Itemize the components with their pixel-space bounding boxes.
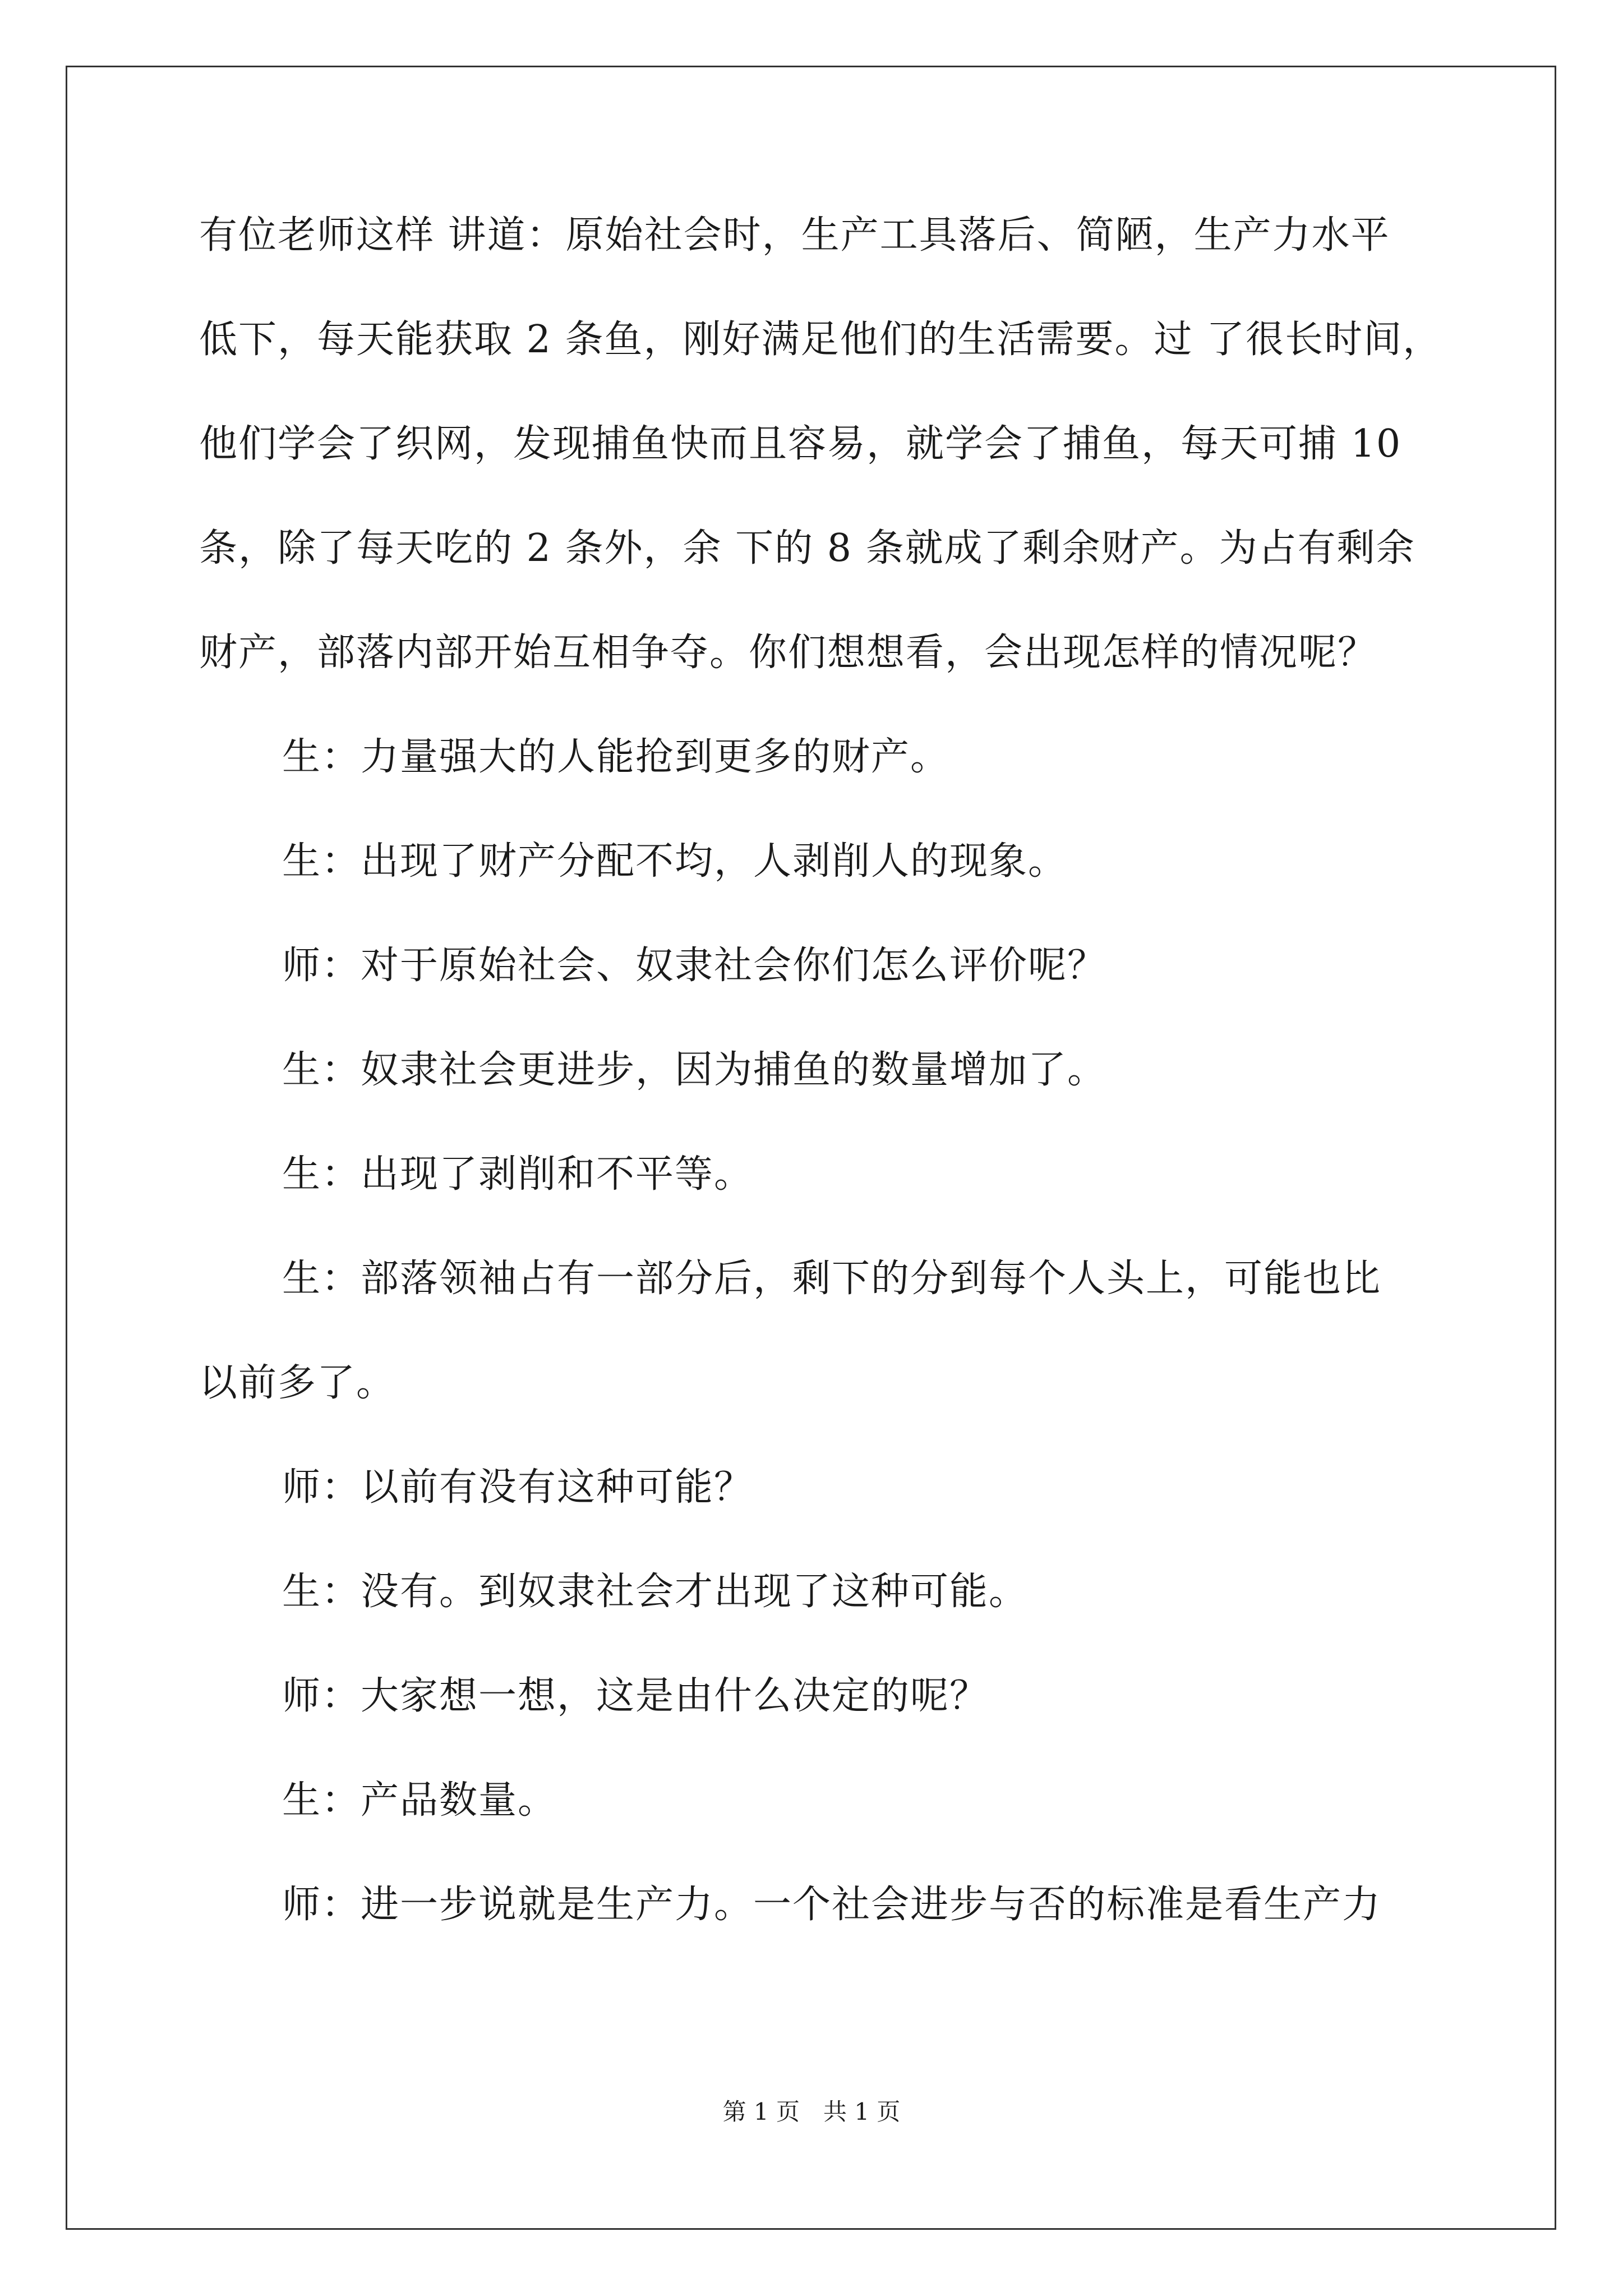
dialogue-line: 生：部落领袖占有一部分后，剩下的分到每个人头上，可能也比 — [282, 1257, 1382, 1301]
dialogue-line: 生：产品数量。 — [282, 1778, 557, 1823]
dialogue-line: 生：奴隶社会更进步，因为捕鱼的数量增加了。 — [282, 1048, 1107, 1092]
dialogue-line: 生：没有。到奴隶社会才出现了这种可能。 — [282, 1570, 1029, 1614]
paragraph-line: 财产，部落内部开始互相争夺。你们想想看，会出现怎样的情况呢？ — [199, 631, 1377, 675]
paragraph-line: 他们学会了织网，发现捕鱼快而且容易，就学会了捕鱼，每天可捕 10 — [199, 422, 1402, 466]
paragraph-line: 有位老师这样 讲道：原始社会时，生产工具落后、简陋，生产力水平 — [199, 213, 1390, 257]
dialogue-line: 师：进一步说就是生产力。一个社会进步与否的标准是看生产力 — [282, 1883, 1382, 1927]
page-number-footer: 第 1 页 共 1 页 — [722, 2098, 901, 2125]
dialogue-line: 生：出现了财产分配不均，人剥削人的现象。 — [282, 839, 1068, 884]
paragraph-line: 低下，每天能获取 2 条鱼，刚好满足他们的生活需要。过 了很长时间， — [199, 318, 1442, 362]
paragraph-line: 条，除了每天吃的 2 条外，余 下的 8 条就成了剩余财产。为占有剩余 — [199, 526, 1415, 570]
dialogue-line: 师：大家想一想，这是由什么决定的呢？ — [282, 1674, 989, 1718]
dialogue-line: 师：对于原始社会、奴隶社会你们怎么评价呢？ — [282, 944, 1107, 988]
dialogue-line: 生：出现了剥削和不平等。 — [282, 1152, 754, 1197]
dialogue-line: 师：以前有没有这种可能？ — [282, 1465, 754, 1510]
dialogue-line: 生：力量强大的人能抢到更多的财产。 — [282, 735, 950, 779]
dialogue-line-continuation: 以前多了。 — [199, 1361, 396, 1405]
